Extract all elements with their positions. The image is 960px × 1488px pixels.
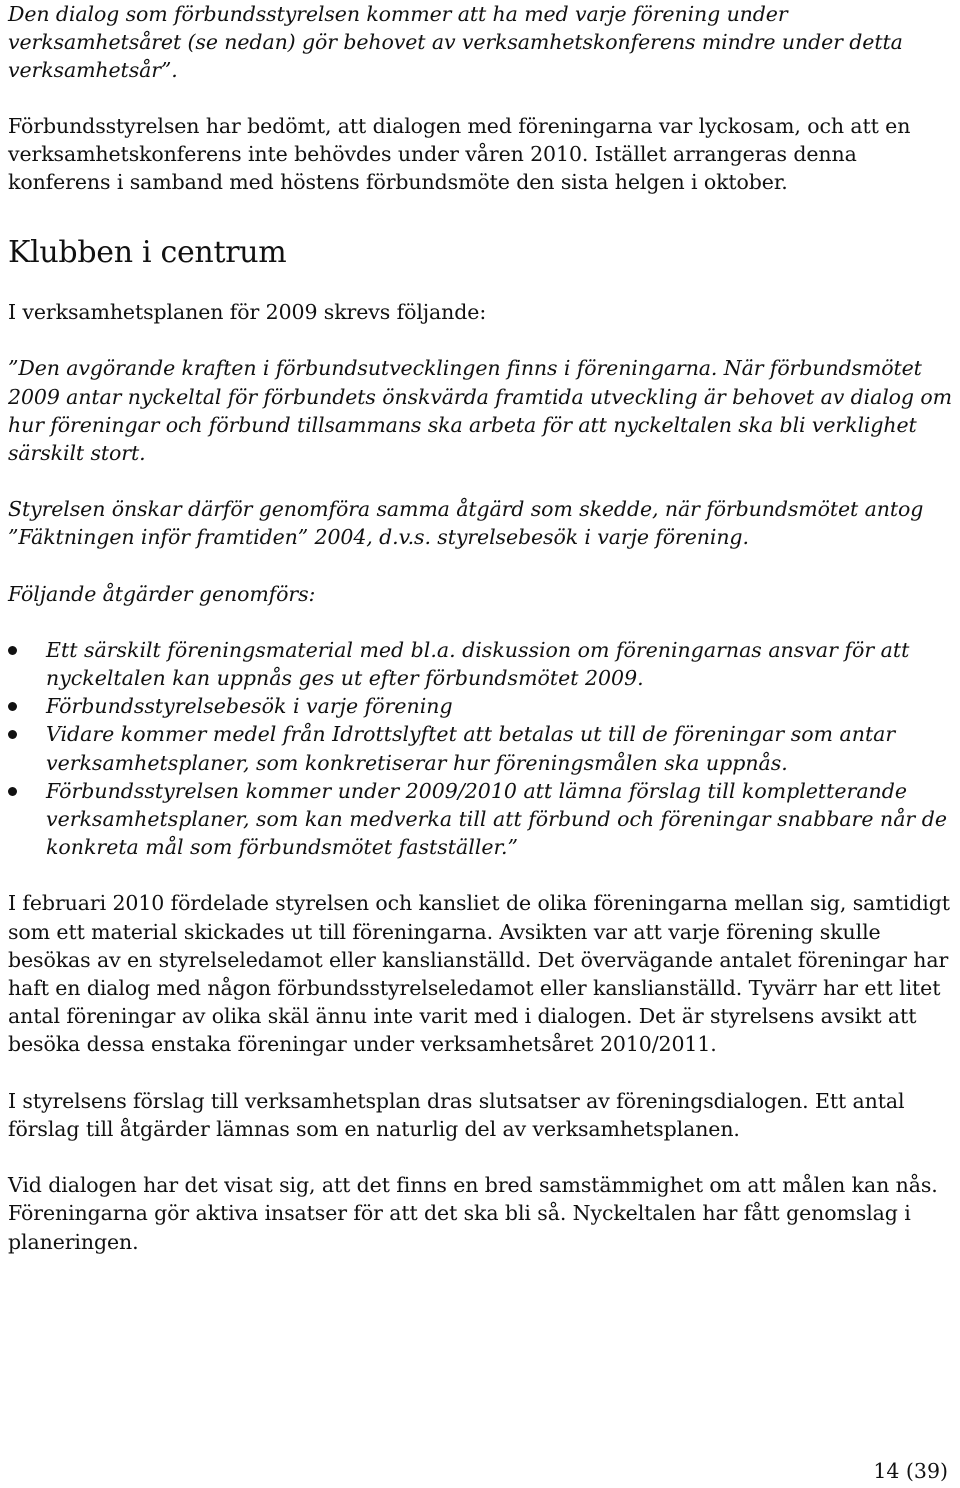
paragraph-continuation: Den dialog som förbundsstyrelsen kommer att ha med varje förening under verksamhetsåret (se nedan) gör behovet av verksamhetskonferens mindre under detta verksamhetsår”. [8,2,903,83]
paragraph-february: I februari 2010 fördelade styrelsen och kansliet de olika föreningarna mellan sig, samtidigt som ett material skickades ut till föreningarna. Avsikten var att varje förening skulle besökas av en styrelseledamot eller kanslianställd. Det övervägande antalet föreningar har haft en dialog med någon förbundsstyrelseledamot eller kanslianställd. Tyvärr har ett litet antal föreningar av olika skäl ännu inte varit med i dialogen. Det är styrelsens avsikt att besöka dessa enstaka föreningar under verksamhetsåret 2010/2011. [8,891,950,1057]
quote-paragraph-1: ”Den avgörande kraften i förbundsutvecklingen finns i föreningarna. När förbundsmötet 2009 antar nyckeltal för förbundets önskvärda framtida utveckling är behovet av dialog om hur föreningar och förbund tillsammans ska arbeta för att nyckeltalen ska bli verklighet särskilt stort. [8,356,952,466]
section-heading: Klubben i centrum [8,235,287,271]
paragraph-plan-intro: I verksamhetsplanen för 2009 skrevs följande: [8,300,487,325]
paragraph-dialogue-result: Vid dialogen har det visat sig, att det finns en bred samstämmighet om att målen kan nås. Föreningarna gör aktiva insatser för att det ska bli så. Nyckeltalen har fått genomslag i planeringen. [8,1173,938,1254]
quote-paragraph-3: Följande åtgärder genomförs: [8,581,316,606]
page-number: 14 (39) [873,1459,948,1483]
bullet-icon [8,730,17,739]
quote-paragraph-2: Styrelsen önskar därför genomföra samma åtgärd som skedde, när förbundsmötet antog ”Fäktningen inför framtiden” 2004, d.v.s. styrelsebesök i varje förening. [8,497,924,550]
list-item: Förbundsstyrelsebesök i varje förening [8,692,952,720]
list-item: Vidare kommer medel från Idrottslyftet att betalas ut till de föreningar som antar verksamhetsplaner, som konkretiserar hur föreningsmålen ska uppnås. [8,720,952,776]
bullet-icon [8,787,17,796]
list-item: Förbundsstyrelsen kommer under 2009/2010 att lämna förslag till kompletterande verksamhetsplaner, som kan medverka till att förbund och föreningar snabbare når de konkreta mål som förbundsmötet fastställer.” [8,777,952,862]
action-list [8,636,952,862]
document-page [8,0,952,1256]
paragraph-proposal: I styrelsens förslag till verksamhetsplan dras slutsatser av föreningsdialogen. Ett antal förslag till åtgärder lämnas som en naturlig del av verksamhetsplanen. [8,1088,905,1141]
list-item: Ett särskilt föreningsmaterial med bl.a. diskussion om föreningarnas ansvar för att nyckeltalen kan uppnås ges ut efter förbundsmötet 2009. [8,636,952,692]
paragraph-conference: Förbundsstyrelsen har bedömt, att dialogen med föreningarna var lyckosam, och att en verksamhetskonferens inte behövdes under våren 2010. Istället arrangeras denna konferens i samband med höstens förbundsmöte den sista helgen i oktober. [8,113,911,195]
bullet-icon [8,646,17,655]
bullet-icon [8,702,17,711]
